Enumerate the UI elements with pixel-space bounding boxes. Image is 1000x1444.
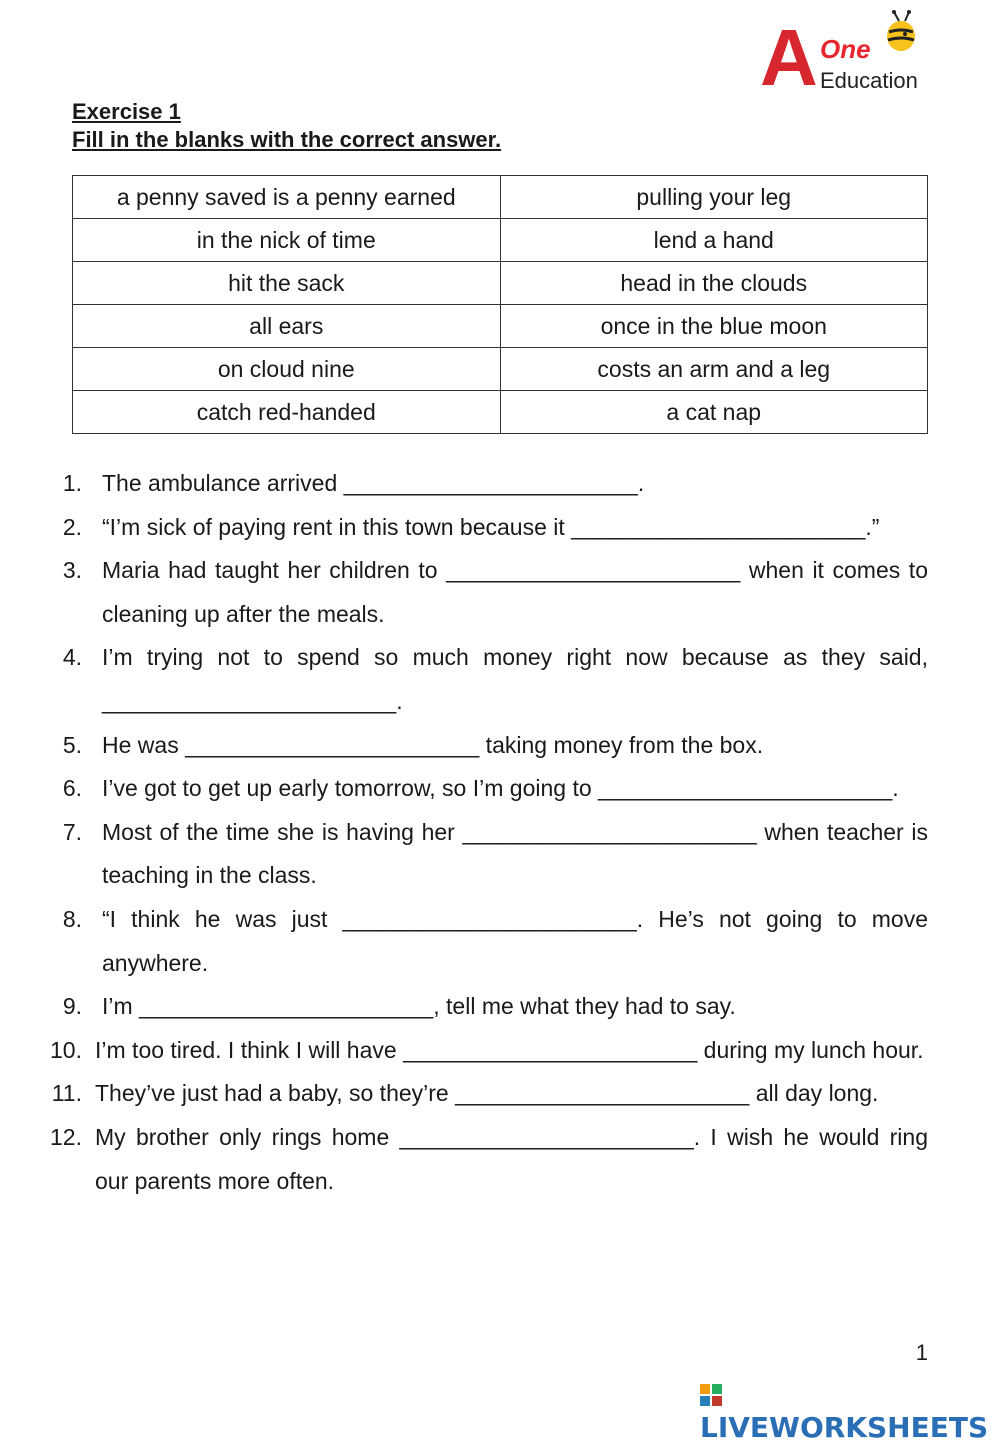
idiom-cell: a penny saved is a penny earned: [73, 176, 501, 219]
question-number: 5.: [62, 731, 82, 758]
logo-letter: A: [760, 13, 818, 102]
question-item: [40, 462, 928, 506]
question-item: [40, 1116, 928, 1203]
question-item: [40, 549, 928, 636]
question-text: I’m trying not to spend so much money right now because as they said, _______________________.: [102, 644, 928, 714]
exercise-instruction: Fill in the blanks with the correct answer.: [72, 127, 502, 152]
logo-one: One: [820, 34, 871, 64]
question-item: [40, 985, 928, 1029]
question-text: My brother only rings home _______________________. I wish he would ring our parents more often.: [95, 1123, 928, 1194]
question-text: The ambulance arrived _______________________.: [102, 470, 645, 496]
page-number: 1: [915, 1340, 928, 1365]
question-item: [40, 506, 928, 550]
question-text: They’ve just had a baby, so they’re _______________________ all day long.: [95, 1080, 879, 1107]
bee-icon: [875, 8, 925, 58]
question-number: 11.: [51, 1080, 82, 1107]
a-one-education-logo: [760, 8, 940, 102]
question-text: I’m _______________________, tell me what they had to say.: [102, 993, 736, 1020]
question-number: 10.: [50, 1036, 82, 1063]
question-number: 4.: [62, 644, 82, 671]
idiom-cell: on cloud nine: [73, 348, 501, 391]
question-number: 9.: [62, 993, 82, 1020]
question-text: I’ve got to get up early tomorrow, so I’m going to _______________________.: [102, 775, 899, 802]
question-text: He was _______________________ taking money from the box.: [102, 731, 764, 758]
question-number: 8.: [62, 905, 82, 932]
idiom-cell: in the nick of time: [73, 219, 501, 262]
question-item: [40, 811, 928, 898]
table-row: [73, 176, 928, 219]
table-row: [73, 348, 928, 391]
table-row: [73, 391, 928, 434]
exercise-heading: [72, 98, 501, 154]
table-row: [73, 219, 928, 262]
footer-brand: LIVEWORKSHEETS: [700, 1411, 989, 1444]
idiom-cell: once in the blue moon: [500, 305, 928, 348]
question-item: [40, 636, 928, 723]
exercise-title: Exercise 1: [72, 99, 181, 124]
question-text: Maria had taught her children to _______________________ when it comes to cleaning up after the meals.: [102, 557, 928, 627]
question-item: [40, 1072, 928, 1116]
idiom-table: [72, 175, 928, 434]
question-item: [40, 767, 928, 811]
question-number: 3.: [62, 557, 82, 584]
question-text: Most of the time she is having her _______________________ when teacher is teaching in the class.: [102, 818, 928, 889]
idiom-cell: a cat nap: [500, 391, 928, 434]
question-item: [40, 898, 928, 985]
question-item: [40, 1029, 928, 1073]
idiom-cell: costs an arm and a leg: [500, 348, 928, 391]
question-text: “I’m sick of paying rent in this town because it _______________________.”: [102, 513, 880, 540]
idiom-cell: pulling your leg: [500, 176, 928, 219]
idiom-cell: catch red-handed: [73, 391, 501, 434]
liveworksheets-footer[interactable]: [700, 1378, 1000, 1444]
question-text: I’m too tired. I think I will have _______________________ during my lunch hour.: [95, 1036, 924, 1063]
idiom-cell: all ears: [73, 305, 501, 348]
liveworksheets-logo-icon: [700, 1384, 722, 1406]
question-number: 12.: [50, 1123, 82, 1150]
question-item: [40, 724, 928, 768]
question-list: [40, 462, 928, 1203]
table-row: [73, 262, 928, 305]
idiom-cell: head in the clouds: [500, 262, 928, 305]
idiom-cell: hit the sack: [73, 262, 501, 305]
idiom-cell: lend a hand: [500, 219, 928, 262]
question-number: 1.: [62, 470, 82, 496]
question-number: 7.: [62, 818, 82, 845]
question-text: “I think he was just _______________________. He’s not going to move anywhere.: [102, 905, 928, 976]
question-number: 2.: [62, 513, 82, 540]
table-row: [73, 305, 928, 348]
question-number: 6.: [62, 775, 82, 802]
logo-education: Education: [820, 68, 918, 93]
